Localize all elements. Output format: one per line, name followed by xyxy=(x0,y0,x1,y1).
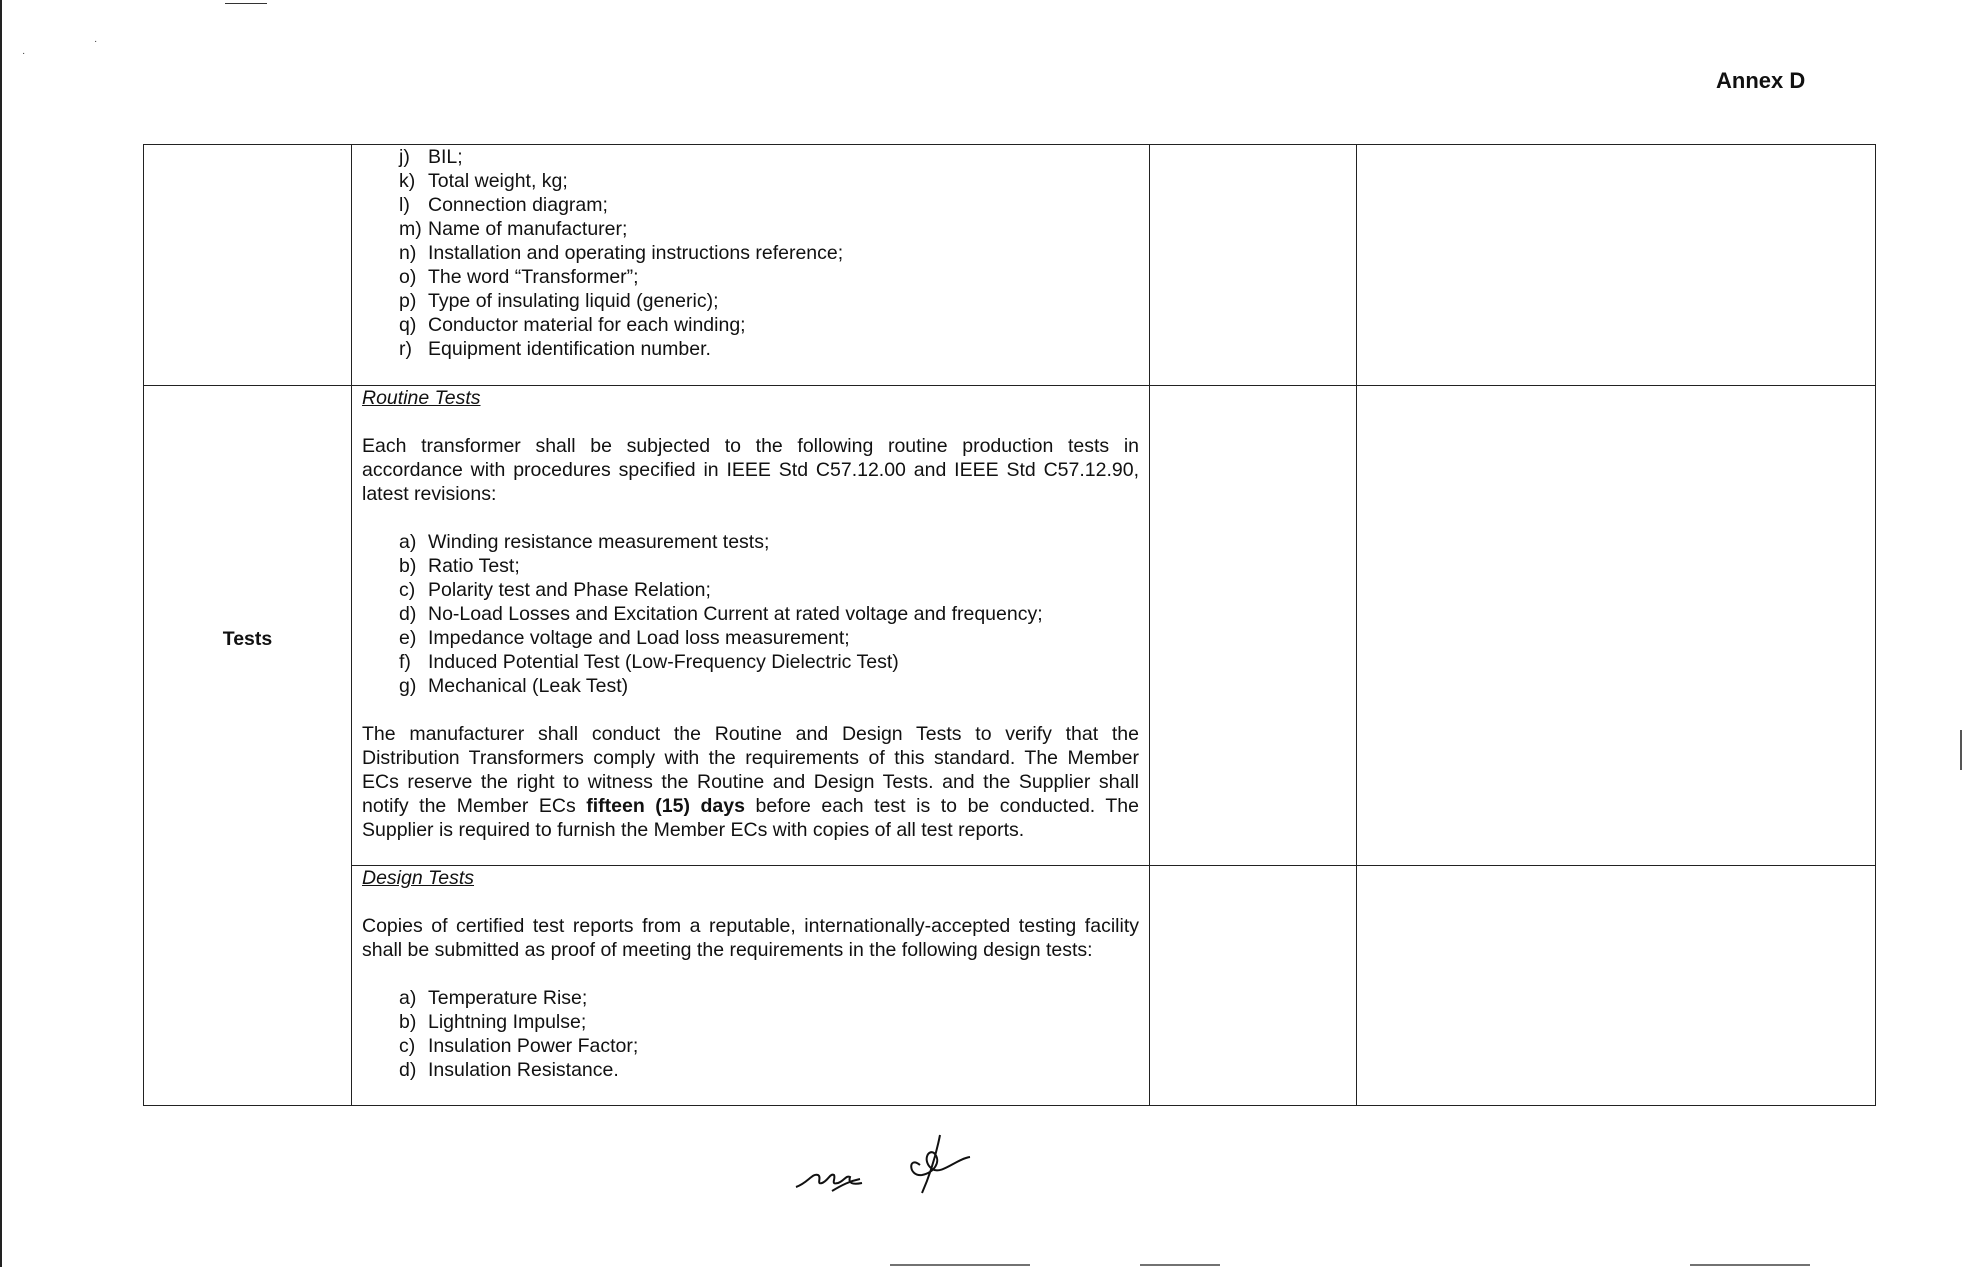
design-test-list-item xyxy=(399,986,1139,1010)
nameplate-list-item xyxy=(399,289,1139,313)
design-test-list-item xyxy=(399,1010,1139,1034)
item-letter: l) xyxy=(399,194,410,216)
item-text: Temperature Rise; xyxy=(428,986,588,1009)
design-test-list-item xyxy=(399,1058,1139,1082)
item-text: Installation and operating instructions reference; xyxy=(428,242,844,264)
item-letter: b) xyxy=(399,555,417,577)
nameplate-list-item xyxy=(399,145,1139,169)
item-text: Winding resistance measurement tests; xyxy=(428,531,770,553)
design-tests-list xyxy=(362,986,1139,1082)
item-text: BIL; xyxy=(428,146,463,168)
nameplate-list-item xyxy=(399,193,1139,217)
page-left-edge xyxy=(0,0,2,1267)
nameplate-list-item xyxy=(399,313,1139,337)
handwritten-initials-signature xyxy=(790,1125,990,1205)
item-text: Lightning Impulse; xyxy=(428,1010,587,1033)
table-row-routine-tests xyxy=(144,386,1876,866)
design-tests-cell xyxy=(352,865,1150,1105)
item-letter: d) xyxy=(399,603,417,625)
category-cell xyxy=(144,145,352,386)
item-text: Type of insulating liquid (generic); xyxy=(428,290,719,312)
item-letter: d) xyxy=(399,1058,417,1081)
requirement-cell xyxy=(352,145,1150,386)
routine-test-list-item xyxy=(399,530,1139,554)
routine-test-list-item xyxy=(399,578,1139,602)
routine-test-list-item xyxy=(399,554,1139,578)
item-text: Connection diagram; xyxy=(428,194,608,216)
top-rule xyxy=(225,3,267,4)
item-text: Insulation Resistance. xyxy=(428,1058,619,1081)
notice-period: fifteen (15) days xyxy=(586,795,745,817)
routine-test-list-item xyxy=(399,602,1139,626)
routine-tests-list xyxy=(362,530,1139,698)
item-text: Equipment identification number. xyxy=(428,338,711,360)
annex-label: Annex D xyxy=(1716,68,1806,93)
scan-speck: · xyxy=(22,48,26,59)
item-letter: c) xyxy=(399,579,416,601)
nameplate-list-item xyxy=(399,265,1139,289)
item-text: No-Load Losses and Excitation Current at rated voltage and frequency; xyxy=(428,603,1043,625)
tests-category-label: Tests xyxy=(144,386,352,1106)
item-letter: g) xyxy=(399,675,417,697)
item-text: Impedance voltage and Load loss measurement; xyxy=(428,627,850,649)
routine-test-list-item xyxy=(399,626,1139,650)
remarks-cell xyxy=(1357,145,1876,386)
item-text: Name of manufacturer; xyxy=(428,218,628,240)
item-text: Insulation Power Factor; xyxy=(428,1034,639,1057)
compliance-cell xyxy=(1150,865,1357,1105)
item-text: Conductor material for each winding; xyxy=(428,314,746,336)
item-letter: a) xyxy=(399,531,417,553)
item-letter: j) xyxy=(399,146,410,168)
item-letter: n) xyxy=(399,242,417,264)
routine-test-list-item xyxy=(399,674,1139,698)
nameplate-list-item xyxy=(399,169,1139,193)
item-letter: o) xyxy=(399,266,417,288)
design-test-list-item xyxy=(399,1034,1139,1058)
page-right-edge-mark xyxy=(1960,730,1962,770)
item-text: Polarity test and Phase Relation; xyxy=(428,579,711,601)
routine-tests-intro: Each transformer shall be subjected to the following routine production tests in accordance with procedures specified in IEEE Std C57.12.00 and IEEE Std C57.12.90, latest revisions: xyxy=(362,435,1139,505)
item-letter: q) xyxy=(399,314,417,336)
routine-test-list-item xyxy=(399,650,1139,674)
routine-tests-closing: The manufacturer shall conduct the Routine and Design Tests to verify that the Distribution Transformers comply with the requirements of this standard. The Member ECs reserve the right to witness the Routine and Design Tests. and the Supplier shall notify the Member ECs fifteen (15) days before each test is to be conducted. The Supplier is required to furnish the Member ECs with copies of all test reports. xyxy=(362,723,1139,841)
routine-tests-cell xyxy=(352,386,1150,866)
item-letter: c) xyxy=(399,1034,416,1057)
spec-table xyxy=(143,144,1876,1106)
compliance-cell xyxy=(1150,386,1357,866)
item-letter: b) xyxy=(399,1010,417,1033)
remarks-cell xyxy=(1357,386,1876,866)
nameplate-list-item xyxy=(399,337,1139,361)
item-text: Mechanical (Leak Test) xyxy=(428,675,629,697)
item-text: Induced Potential Test (Low-Frequency Dielectric Test) xyxy=(428,651,899,673)
nameplate-items-list xyxy=(362,145,1139,361)
compliance-cell xyxy=(1150,145,1357,386)
item-letter: f) xyxy=(399,651,411,673)
item-letter: p) xyxy=(399,290,417,312)
table-row-design-tests xyxy=(144,865,1876,1105)
design-tests-heading: Design Tests xyxy=(362,866,475,889)
item-letter: e) xyxy=(399,627,417,649)
item-letter: k) xyxy=(399,170,416,192)
item-letter: a) xyxy=(399,986,417,1009)
design-tests-intro: Copies of certified test reports from a reputable, internationally-accepted testing facility shall be submitted as proof of meeting the requirements in the following design tests: xyxy=(362,914,1139,961)
nameplate-list-item xyxy=(399,241,1139,265)
scan-speck: · xyxy=(94,36,98,47)
item-letter: m) xyxy=(399,218,422,240)
nameplate-list-item xyxy=(399,217,1139,241)
item-text: The word “Transformer”; xyxy=(428,266,639,288)
item-letter: r) xyxy=(399,338,412,360)
remarks-cell xyxy=(1357,865,1876,1105)
table-row-nameplate xyxy=(144,145,1876,386)
item-text: Ratio Test; xyxy=(428,555,520,577)
item-text: Total weight, kg; xyxy=(428,170,568,192)
routine-tests-heading: Routine Tests xyxy=(362,387,481,409)
